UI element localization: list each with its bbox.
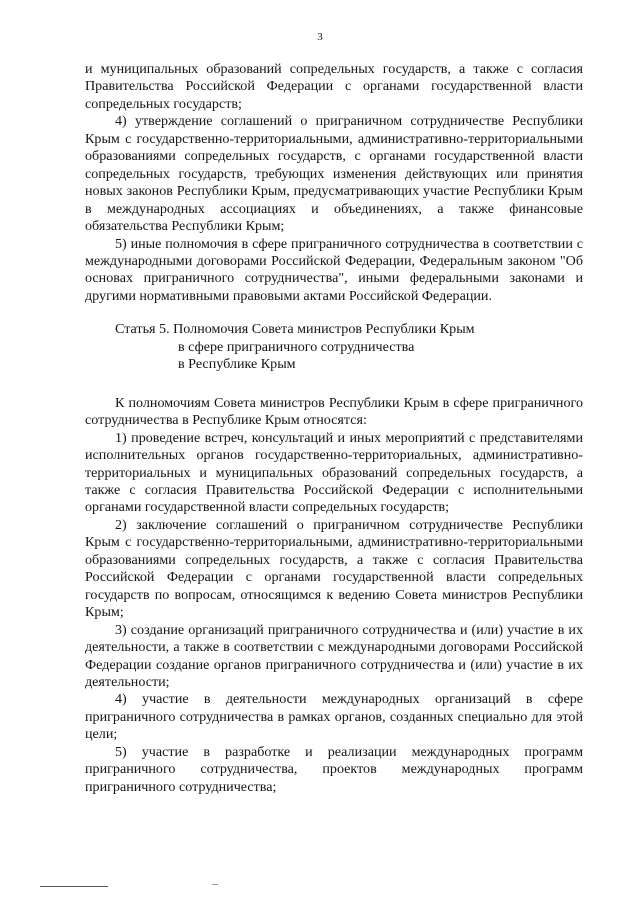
paragraph-continuation: и муниципальных образований сопредельных государств, а также с согласия Правительства Российской Федерации с органами государственной власти сопредельных государств; xyxy=(85,61,583,112)
article-heading xyxy=(85,321,583,373)
article-heading-line-1: Статья 5. Полномочия Совета министров Республики Крым xyxy=(115,321,475,338)
footer-rule xyxy=(40,886,108,887)
article-heading-line-3: в Республике Крым xyxy=(178,356,296,373)
paragraph-item-4b: 4) участие в деятельности международных организаций в сфере приграничного сотрудничества в рамках органов, созданных специально для этой цели; xyxy=(85,691,583,743)
paragraph-item-3: 3) создание организаций приграничного сотрудничества и (или) участие в их деятельности, а также в соответствии с международными договорами Российской Федерации создание органов приграничного сотрудничества и (или) участие в их деятельности; xyxy=(85,621,583,690)
page-number: 3 xyxy=(317,31,323,43)
paragraph-intro: К полномочиям Совета министров Республики Крым в сфере приграничного сотрудничества в Республике Крым относятся: xyxy=(85,394,583,429)
article-heading-line-2: в сфере приграничного сотрудничества xyxy=(178,338,415,355)
paragraph-item-4: 4) утверждение соглашений о приграничном сотрудничестве Республики Крым с государственно-территориальными, административно-территориальными образованиями сопредельных государств, с органами государственной власти сопредельных государств, требующих изменения действующих или принятия новых законов Республики Крым, предусматривающих участие Республики Крым в международных ассоциациях и объединениях, а также финансовые обязательства Республики Крым; xyxy=(85,113,583,235)
footer-mark xyxy=(212,884,218,885)
paragraph-item-5b: 5) участие в разработке и реализации международных программ приграничного сотрудничества, проектов международных программ приграничного сотрудничества; xyxy=(85,743,583,795)
paragraph-item-2: 2) заключение соглашений о приграничном сотрудничестве Республики Крым с государственно-территориальными, административно-территориальными образованиями сопредельных государств, а также с согласия Правительства Российской Федерации с органами государственной власти сопредельных государств по вопросам, относящимся к ведению Совета министров Республики Крым; xyxy=(85,516,583,621)
paragraph-item-5: 5) иные полномочия в сфере приграничного сотрудничества в соответствии с международными договорами Российской Федерации, Федеральным законом "Об основах приграничного сотрудничества", иными федеральными законами и другими нормативными правовыми актами Российской Федерации. xyxy=(85,235,583,304)
paragraph-item-1: 1) проведение встреч, консультаций и иных мероприятий с представителями исполнительных органов государственно-территориальных, административно-территориальных и муниципальных образований сопредельных государств, а также с согласия Правительства Российской Федерации с исполнительными органами государственной власти сопредельных государств; xyxy=(85,429,583,516)
document-body xyxy=(85,61,583,796)
